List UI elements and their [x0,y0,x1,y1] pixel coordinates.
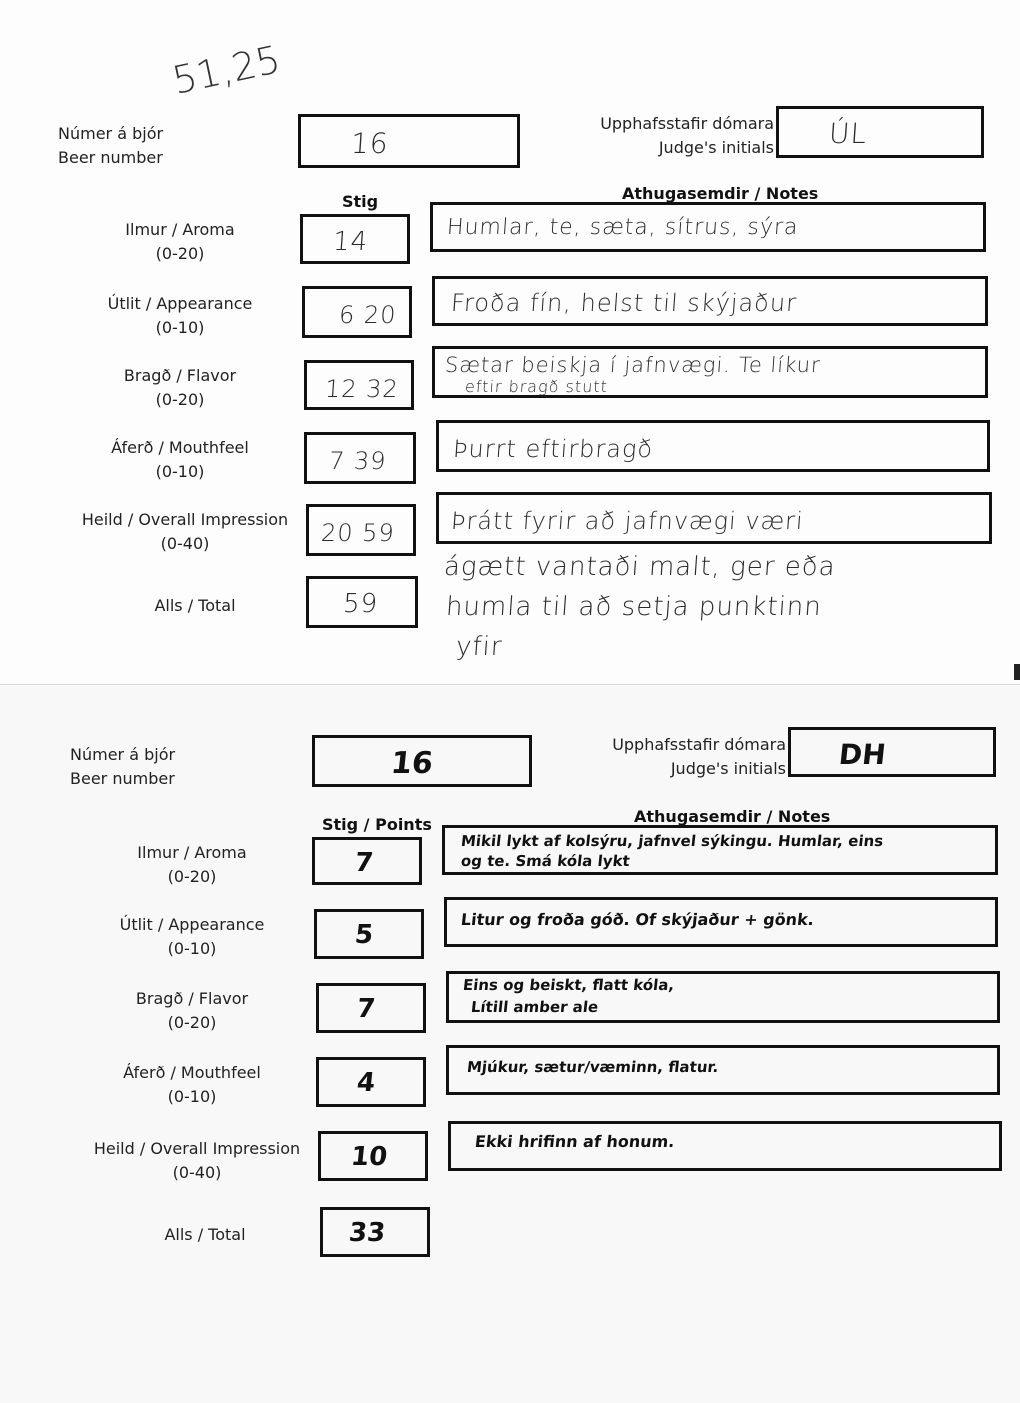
aroma-notes: Mikil lykt af kolsýru, jafnvel sýkingu. Humlar, eins [460,832,885,850]
total-label: Alls / Total [154,596,236,615]
overall-notes: Ekki hrifinn af honum. [474,1132,676,1151]
aroma-notes: Humlar, te, sæta, sítrus, sýra [446,215,800,240]
notes-header: Athugasemdir / Notes [622,184,819,203]
overall-label: Heild / Overall Impression (0-40) [93,1139,301,1182]
aroma-label: Ilmur / Aroma (0-20) [137,843,247,886]
beer-number-value: 16 [349,127,390,160]
total-score: 33 [347,1218,387,1248]
beer-number-value: 16 [389,746,435,781]
aroma-score-field[interactable] [300,214,410,264]
mouthfeel-notes-field[interactable] [436,420,990,472]
flavor-score: 12 32 [324,375,400,403]
beer-number-label: Númer á bjór Beer number [58,124,164,167]
points-header: Stig [342,192,379,211]
appearance-score: 5 [353,920,375,950]
mouthfeel-score-field[interactable] [304,432,416,484]
flavor-label: Bragð / Flavor (0-20) [135,989,249,1032]
total-score-field[interactable] [320,1207,430,1257]
extra-notes-line3: yfir [454,632,504,662]
flavor-score-field[interactable] [316,983,426,1033]
flavor-score: 7 [355,994,377,1024]
judge-initials-field[interactable] [788,727,996,777]
appearance-notes-field[interactable] [444,897,998,947]
overall-notes-field[interactable] [436,492,992,544]
overall-score: 20 59 [320,519,396,547]
mouthfeel-score-field[interactable] [316,1057,426,1107]
flavor-label: Bragð / Flavor (0-20) [123,366,237,409]
flavor-notes: Eins og beiskt, flatt kóla, [462,976,676,994]
appearance-label: Útlit / Appearance (0-10) [107,294,253,337]
overall-score: 10 [349,1142,389,1172]
flavor-score-field[interactable] [304,360,414,410]
appearance-notes-field[interactable] [432,276,988,326]
points-header: Stig / Points [322,815,432,834]
judge-label: Upphafsstafir dómara Judge's initials [600,114,774,157]
aroma-score: 14 [331,227,370,257]
aroma-score: 7 [353,848,375,878]
judge-initials-value: DH [837,738,888,771]
extra-notes-line2: humla til að setja punktinn [444,592,823,622]
scan-edge-mark [1014,664,1020,680]
appearance-score: 6 20 [338,301,398,329]
appearance-notes: Froða fín, helst til skýjaður [450,289,798,317]
flavor-notes: Sætar beiskja í jafnvægi. Te líkur [444,353,822,377]
corner-note: 51,25 [168,37,285,103]
mouthfeel-score: 4 [355,1068,377,1098]
beer-number-field[interactable] [298,114,520,168]
total-label: Alls / Total [164,1225,246,1244]
aroma-label: Ilmur / Aroma (0-20) [125,220,235,263]
overall-notes-field[interactable] [448,1121,1002,1171]
appearance-notes: Litur og froða góð. Of skýjaður + gönk. [460,910,815,929]
mouthfeel-score: 7 39 [328,447,388,475]
mouthfeel-label: Áferð / Mouthfeel (0-10) [123,1063,261,1106]
total-score-field[interactable] [306,576,418,628]
beer-number-label: Númer á bjór Beer number [70,745,176,788]
aroma-notes-field[interactable] [430,202,986,252]
beer-number-field[interactable] [312,735,532,787]
overall-label: Heild / Overall Impression (0-40) [81,510,289,553]
extra-notes-line1: ágætt vantaði malt, ger eða [442,552,837,582]
total-score: 59 [341,589,380,619]
aroma-notes-line2: og te. Smá kóla lykt [460,852,631,870]
aroma-notes-field[interactable] [442,825,998,875]
appearance-label: Útlit / Appearance (0-10) [119,915,265,958]
appearance-score-field[interactable] [314,909,424,959]
mouthfeel-notes: Mjúkur, sætur/væminn, flatur. [466,1058,720,1076]
flavor-notes-field[interactable] [432,346,988,398]
overall-notes: Þrátt fyrir að jafnvægi væri [450,507,805,535]
mouthfeel-notes-field[interactable] [446,1045,1000,1095]
mouthfeel-label: Áferð / Mouthfeel (0-10) [111,438,249,481]
flavor-notes-line2: Lítill amber ale [470,998,600,1016]
flavor-notes-field[interactable] [446,971,1000,1023]
appearance-score-field[interactable] [302,286,412,338]
flavor-notes-line2: eftir bragð stutt [464,377,609,396]
notes-header: Athugasemdir / Notes [634,807,831,826]
judge-label: Upphafsstafir dómara Judge's initials [612,735,786,778]
overall-score-field[interactable] [318,1131,428,1181]
mouthfeel-notes: Þurrt eftirbragð [452,435,655,463]
judge-initials-value: ÚL [827,117,869,150]
aroma-score-field[interactable] [312,837,422,885]
scoresheet-2 [0,684,1020,1403]
overall-score-field[interactable] [306,504,416,556]
judge-initials-field[interactable] [776,106,984,158]
scoresheet-1 [0,0,1020,684]
